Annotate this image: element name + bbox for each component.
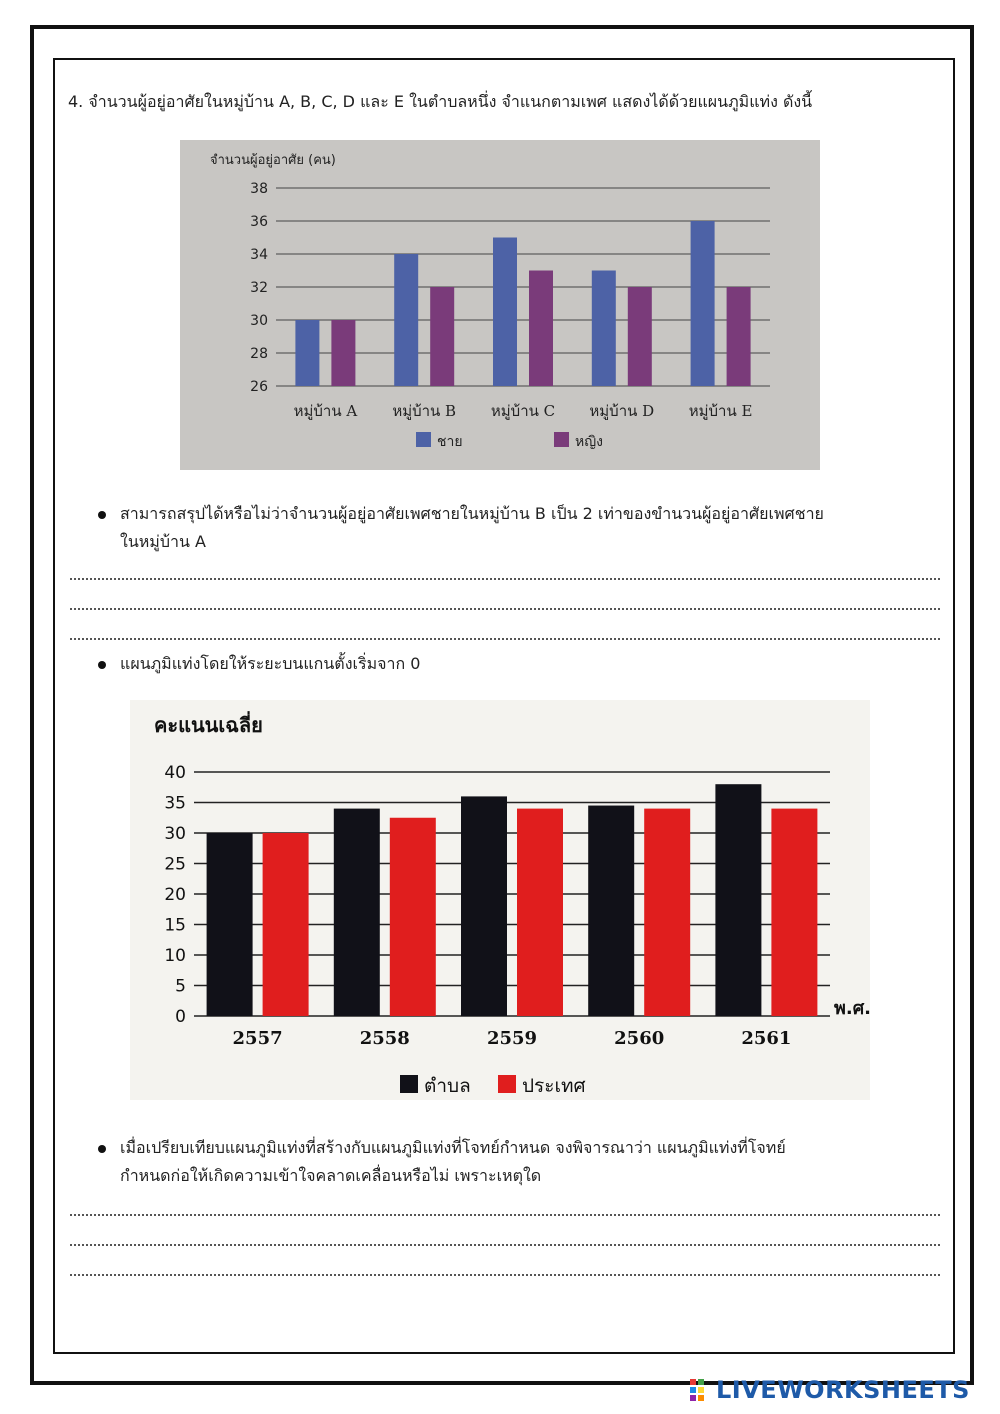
liveworksheets-logo[interactable] xyxy=(690,1376,970,1404)
bar-ชาย-หมู่บ้าน B xyxy=(394,254,418,386)
bullet-1 xyxy=(98,500,824,556)
logo-icon xyxy=(690,1379,712,1401)
bullet-dot xyxy=(98,661,106,669)
legend-label: ประเทศ xyxy=(522,1075,586,1097)
x-tick-label: หมู่บ้าน B xyxy=(392,402,457,420)
legend-swatch xyxy=(400,1075,418,1093)
bar-ประเทศ-2561 xyxy=(771,809,817,1016)
chart-title: คะแนนเฉลี่ย xyxy=(154,713,263,737)
chart-average-score xyxy=(130,700,870,1100)
bar-ตำบล-2558 xyxy=(334,809,380,1016)
chart-residents xyxy=(180,140,820,470)
y-tick-label: 38 xyxy=(250,180,268,197)
bullet-2-text: แผนภูมิแท่งโดยให้ระยะบนแกนตั้งเริ่มจาก 0 xyxy=(120,654,421,673)
y-tick-label: 32 xyxy=(250,279,268,296)
y-tick-label: 25 xyxy=(164,854,186,875)
answer-line[interactable] xyxy=(70,578,940,580)
y-tick-label: 28 xyxy=(250,345,268,362)
bar-หญิง-หมู่บ้าน A xyxy=(331,320,355,386)
logo-text: LIVEWORKSHEETS xyxy=(716,1376,970,1404)
x-tick-label: 2557 xyxy=(232,1028,283,1049)
y-tick-label: 26 xyxy=(250,378,268,395)
question-text: 4. จำนวนผู้อยู่อาศัยในหมู่บ้าน A, B, C, D และ E ในตำบลหนึ่ง จำแนกตามเพศ แสดงได้ด้วยแผนภูมิแท่ง ดังนี้ xyxy=(68,92,813,111)
y-tick-label: 40 xyxy=(164,762,186,783)
bar-หญิง-หมู่บ้าน E xyxy=(727,287,751,386)
bar-ประเทศ-2558 xyxy=(390,818,436,1016)
x-tick-label: 2558 xyxy=(359,1028,410,1049)
bullet-dot xyxy=(98,511,106,519)
y-tick-label: 20 xyxy=(164,884,186,905)
y-tick-label: 10 xyxy=(164,945,186,966)
bar-ตำบล-2560 xyxy=(588,806,634,1016)
answer-line[interactable] xyxy=(70,1244,940,1246)
bullet-3-line-2: กำหนดก่อให้เกิดความเข้าใจคลาดเคลื่อนหรือไม่ เพราะเหตุใด xyxy=(120,1166,542,1185)
bar-ตำบล-2561 xyxy=(715,784,761,1016)
chart-title: จำนวนผู้อยู่อาศัย (คน) xyxy=(210,153,336,168)
bar-หญิง-หมู่บ้าน D xyxy=(628,287,652,386)
legend-label: หญิง xyxy=(575,434,603,450)
chart-average-score-svg xyxy=(130,700,870,1100)
y-tick-label: 30 xyxy=(164,823,186,844)
bar-ชาย-หมู่บ้าน C xyxy=(493,238,517,387)
legend-label: ตำบล xyxy=(424,1075,471,1097)
y-tick-label: 30 xyxy=(250,312,268,329)
answer-line[interactable] xyxy=(70,638,940,640)
bullet-dot xyxy=(98,1145,106,1153)
x-tick-label: หมู่บ้าน E xyxy=(688,402,753,420)
answer-line[interactable] xyxy=(70,608,940,610)
bar-หญิง-หมู่บ้าน B xyxy=(430,287,454,386)
bar-ชาย-หมู่บ้าน D xyxy=(592,271,616,387)
x-tick-label: หมู่บ้าน A xyxy=(293,402,358,420)
bar-ประเทศ-2557 xyxy=(263,833,309,1016)
x-tick-label: หมู่บ้าน D xyxy=(589,402,655,420)
bar-ประเทศ-2560 xyxy=(644,809,690,1016)
y-tick-label: 5 xyxy=(175,976,186,997)
y-tick-label: 15 xyxy=(164,915,186,936)
bar-หญิง-หมู่บ้าน C xyxy=(529,271,553,387)
bar-ตำบล-2557 xyxy=(207,833,253,1016)
legend-swatch xyxy=(554,432,569,447)
bar-ประเทศ-2559 xyxy=(517,809,563,1016)
bar-ชาย-หมู่บ้าน E xyxy=(691,221,715,386)
bar-ชาย-หมู่บ้าน A xyxy=(295,320,319,386)
y-tick-label: 36 xyxy=(250,213,268,230)
answer-line[interactable] xyxy=(70,1274,940,1276)
bar-ตำบล-2559 xyxy=(461,796,507,1016)
x-tick-label: 2561 xyxy=(741,1028,792,1049)
x-tick-label: 2559 xyxy=(486,1028,538,1049)
x-tick-label: หมู่บ้าน C xyxy=(490,402,556,420)
y-tick-label: 35 xyxy=(164,793,186,814)
y-tick-label: 0 xyxy=(175,1006,186,1027)
bullet-1-line-2: ในหมู่บ้าน A xyxy=(120,532,206,551)
legend-swatch xyxy=(416,432,431,447)
bullet-1-line-1: สามารถสรุปได้หรือไม่ว่าจำนวนผู้อยู่อาศัยเพศชายในหมู่บ้าน B เป็น 2 เท่าของขำนวนผู้อยู่อาศัยเพศชาย xyxy=(120,504,824,523)
y-tick-label: 34 xyxy=(250,246,268,263)
legend-label: ชาย xyxy=(437,434,463,450)
bullet-3 xyxy=(98,1134,786,1190)
bullet-2 xyxy=(98,650,420,678)
answer-line[interactable] xyxy=(70,1214,940,1216)
x-axis-label: พ.ศ. xyxy=(834,998,870,1019)
chart-residents-svg xyxy=(180,140,820,470)
bullet-3-line-1: เมื่อเปรียบเทียบแผนภูมิแท่งที่สร้างกับแผนภูมิแท่งที่โจทย์กำหนด จงพิจารณาว่า แผนภูมิแท่งที่โจทย์ xyxy=(120,1138,786,1157)
legend-swatch xyxy=(498,1075,516,1093)
x-tick-label: 2560 xyxy=(614,1028,665,1049)
